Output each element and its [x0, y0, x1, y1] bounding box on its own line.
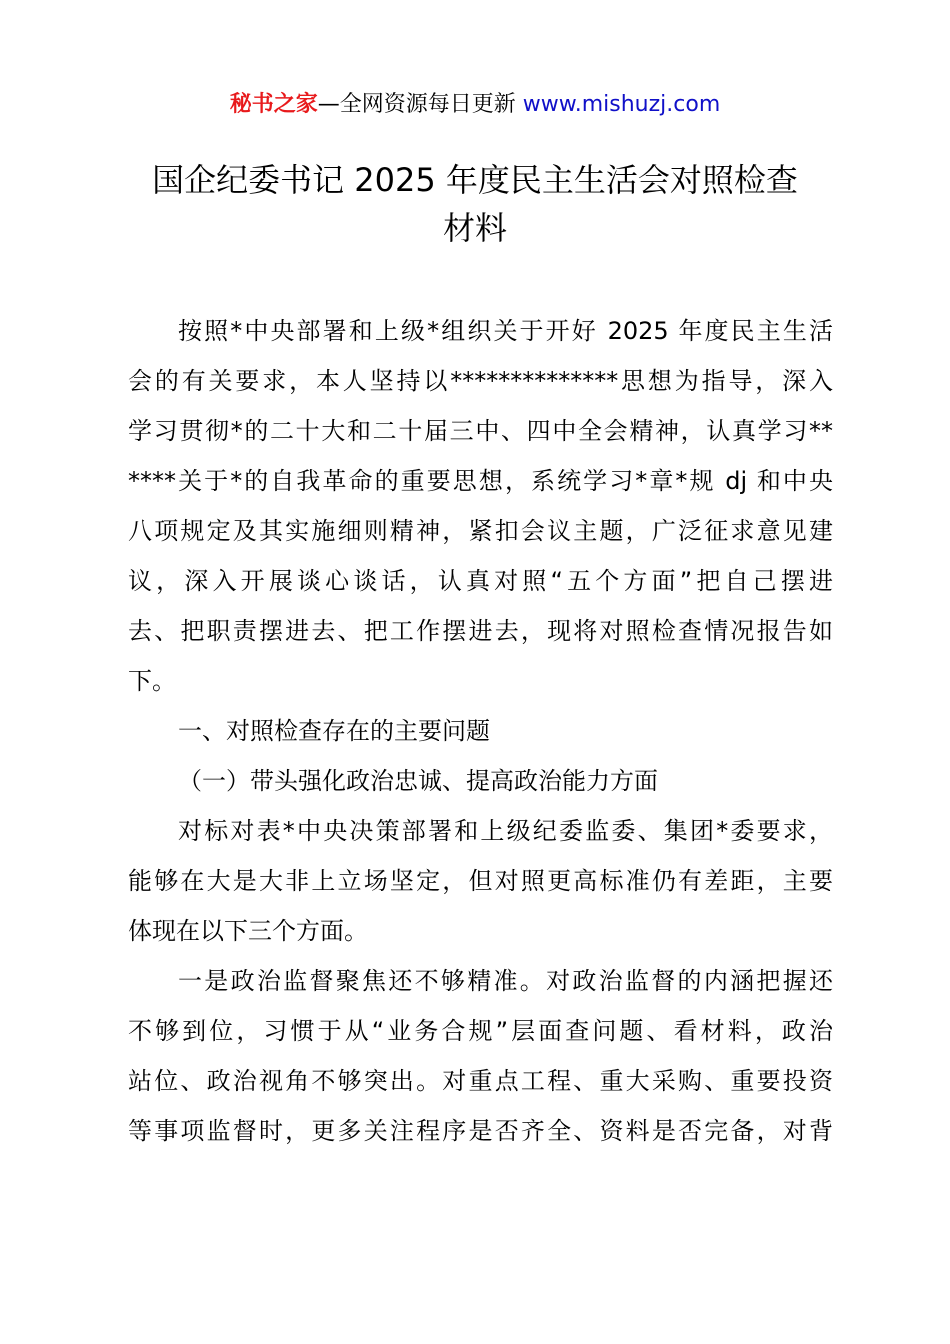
paragraph-point-one — [128, 956, 833, 1156]
text-line: 一是政治监督聚焦还不够精准。对政治监督的内涵把握还 — [178, 967, 833, 995]
text-line: 八项规定及其实施细则精神，紧扣会议主题，广泛征求意见建 — [128, 517, 833, 545]
subsection-heading — [128, 756, 833, 806]
section-heading — [128, 706, 833, 756]
text-line: ****关于*的自我革命的重要思想，系统学习*章*规 dj 和中央 — [128, 467, 833, 495]
text-line: 会的有关要求，本人坚持以**************思想为指导，深入 — [128, 367, 833, 395]
text-line: 不够到位，习惯于从“业务合规”层面查问题、看材料，政治 — [128, 1017, 833, 1045]
section-heading-text: 一、对照检查存在的主要问题 — [178, 717, 490, 745]
text-line: 去、把职责摆进去、把工作摆进去，现将对照检查情况报告如 — [128, 617, 833, 645]
brand-name: 秘书之家 — [229, 92, 318, 117]
paragraph-summary — [128, 806, 833, 956]
document-title — [100, 156, 850, 252]
title-line: 材料 — [442, 209, 507, 247]
document-body — [128, 306, 833, 1156]
text-line: 按照*中央部署和上级*组织关于开好 2025 年度民主生活 — [178, 317, 833, 345]
banner-tagline: —全网资源每日更新 — [317, 92, 523, 117]
site-banner — [0, 88, 950, 122]
text-line: 议，深入开展谈心谈话，认真对照“五个方面”把自己摆进 — [128, 567, 833, 595]
text-line: 等事项监督时，更多关注程序是否齐全、资料是否完备，对背 — [128, 1117, 833, 1145]
text-line: 站位、政治视角不够突出。对重点工程、重大采购、重要投资 — [128, 1067, 833, 1095]
subsection-heading-text: （一）带头强化政治忠诚、提高政治能力方面 — [178, 767, 658, 795]
text-line: 能够在大是大非上立场坚定，但对照更高标准仍有差距，主要 — [128, 867, 833, 895]
text-line: 学习贯彻*的二十大和二十届三中、四中全会精神，认真学习** — [128, 417, 833, 445]
site-link[interactable]: www.mishuzj.com — [522, 92, 721, 117]
text-line: 对标对表*中央决策部署和上级纪委监委、集团*委要求， — [178, 817, 833, 845]
text-line: 体现在以下三个方面。 — [128, 917, 368, 945]
paragraph-intro — [128, 306, 833, 706]
title-line: 国企纪委书记 2025 年度民主生活会对照检查 — [152, 161, 798, 199]
text-line: 下。 — [128, 667, 176, 695]
